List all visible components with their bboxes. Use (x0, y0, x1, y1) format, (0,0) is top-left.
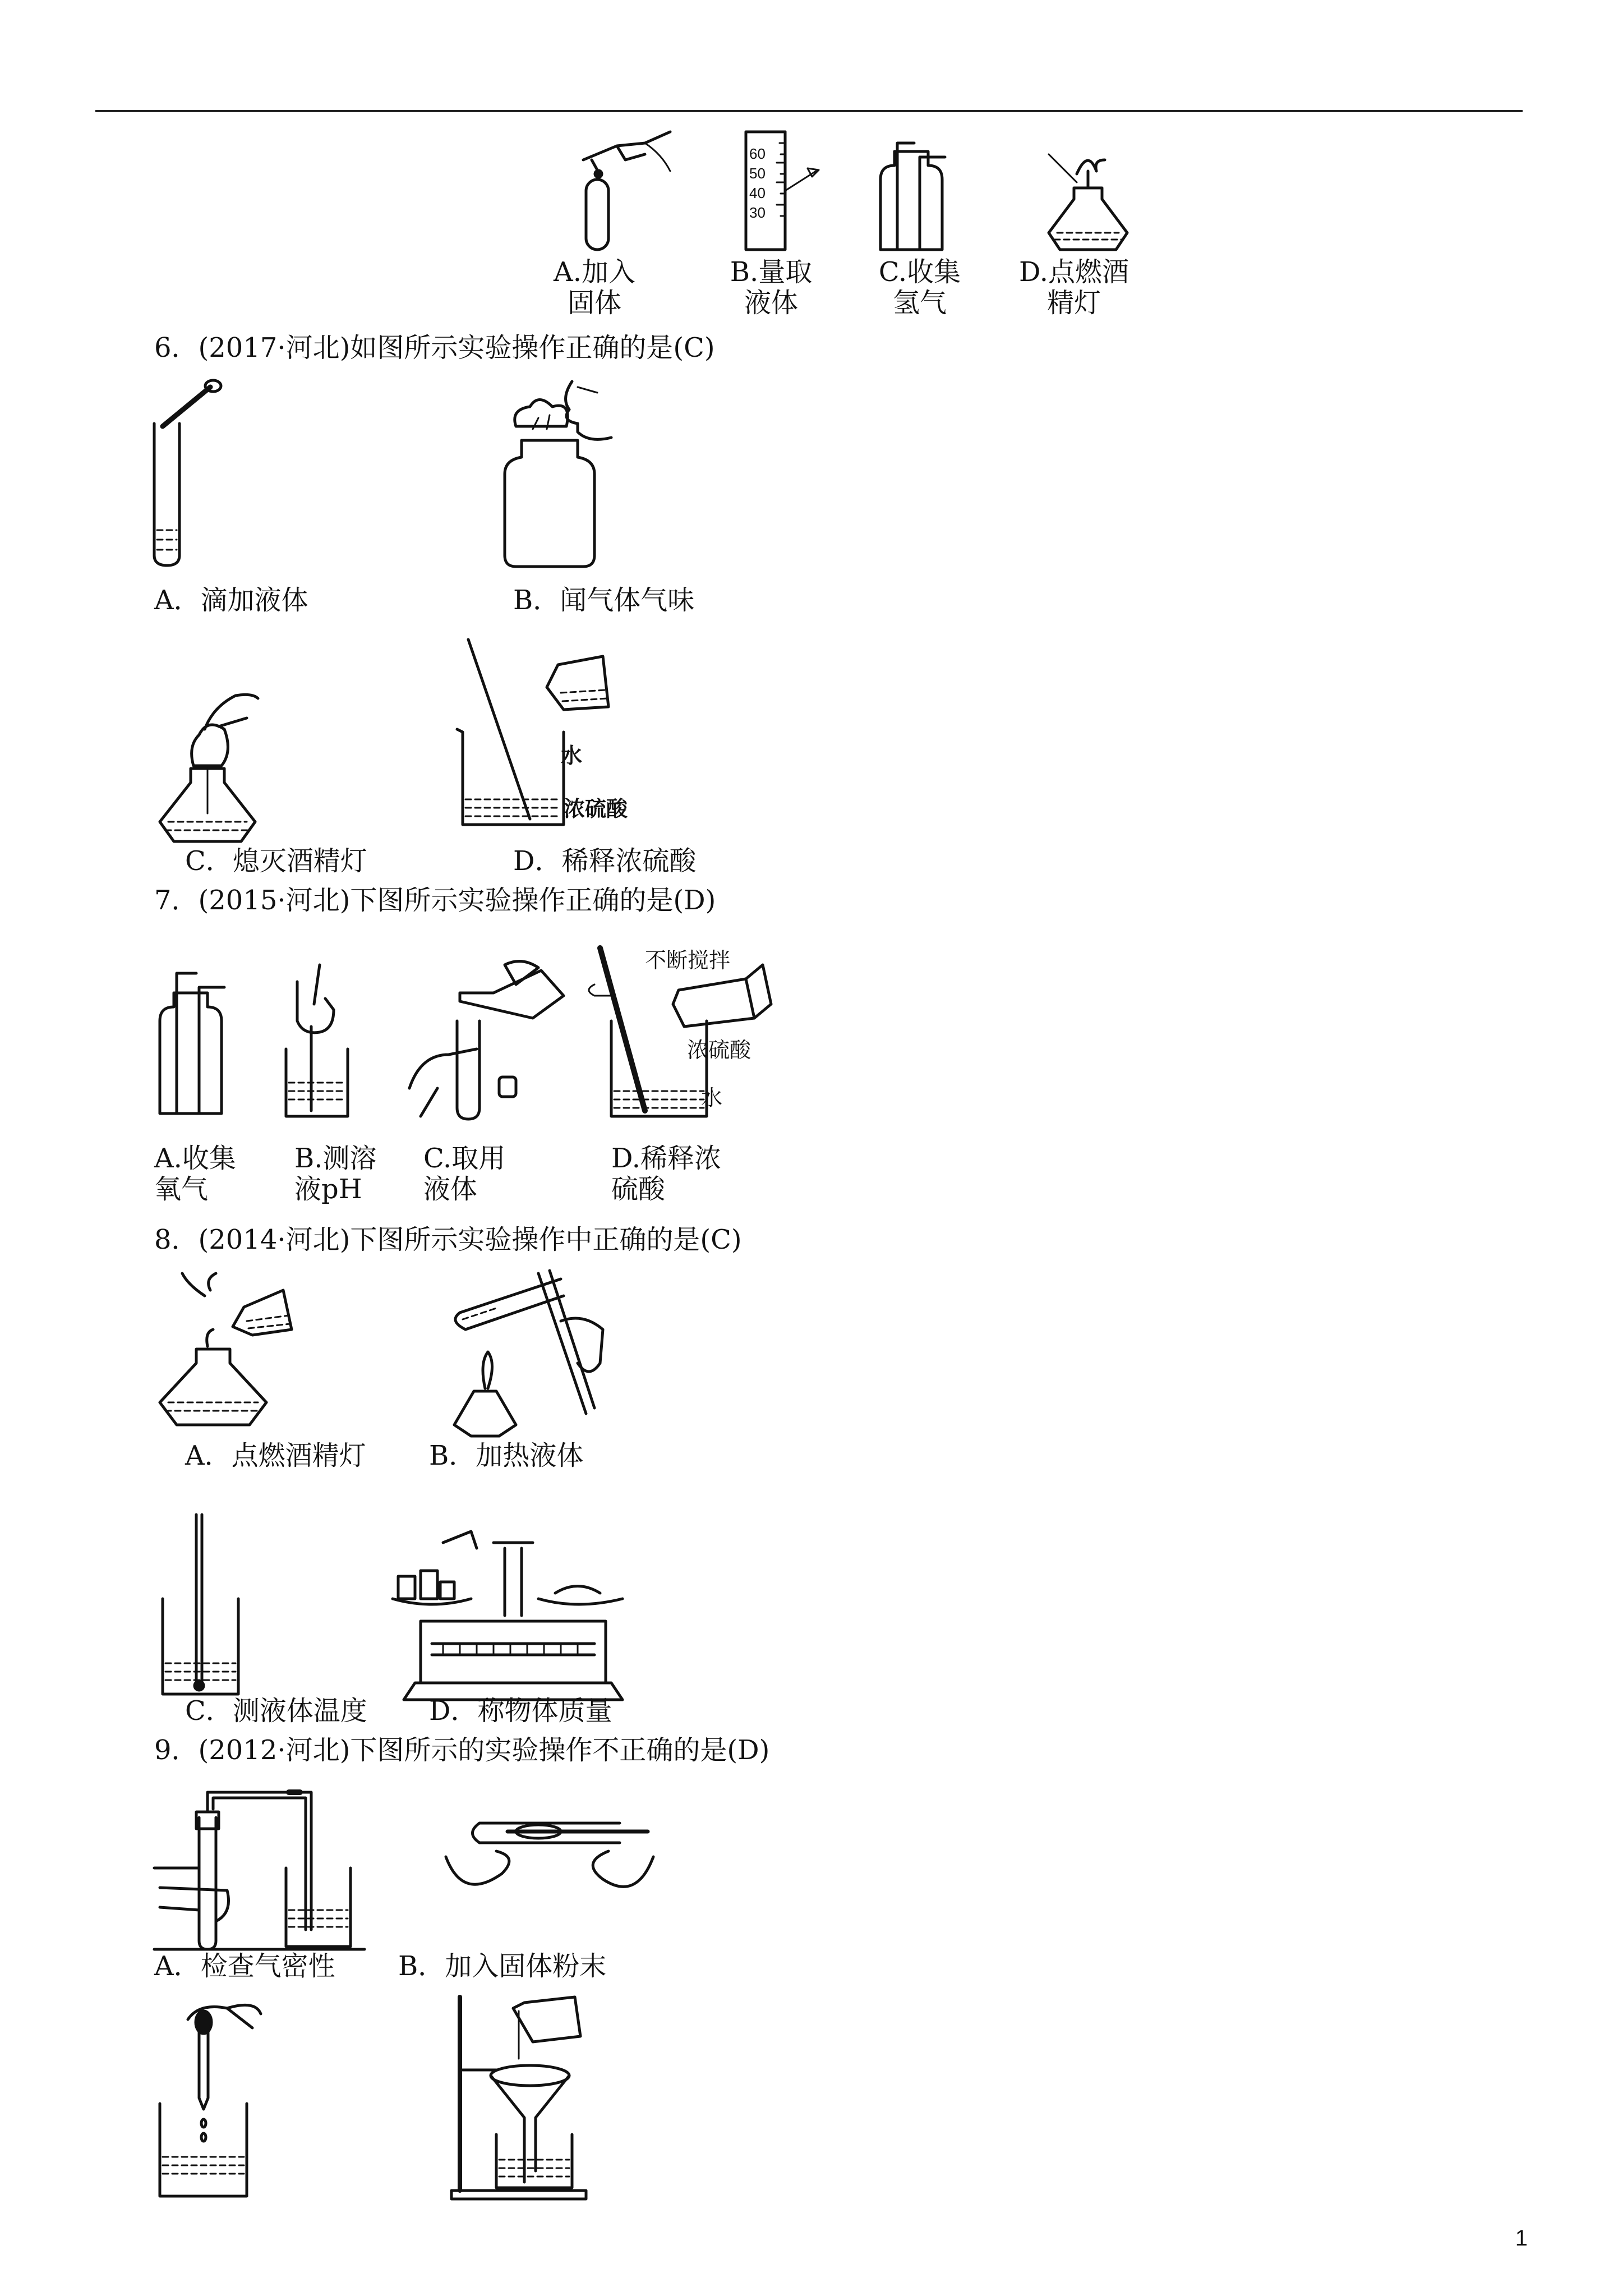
q5-option-c-line1: C.收集 (878, 256, 961, 288)
q5-figure-gas-bottle (875, 140, 953, 252)
q8-option-d: D．称物体质量 (429, 1695, 612, 1727)
q9-figure-b-add-powder (440, 1789, 659, 1918)
q7-option-b-line1: B.测溶 (294, 1143, 377, 1174)
q9-figure-c-dropper (154, 1997, 278, 2199)
q6-figure-c-extinguish (151, 673, 264, 841)
q9-option-b: B．加入固体粉末 (398, 1950, 607, 1982)
q7-option-c-line1: C.取用 (423, 1143, 506, 1174)
q8-figure-d-balance (387, 1531, 639, 1700)
q7-figure-a-gas-bottle (154, 970, 233, 1116)
q7-option-d-line2: 硫酸 (611, 1174, 666, 1205)
q7-option-c-line2: 液体 (423, 1174, 478, 1205)
q5-figure-alcohol-lamp (1043, 149, 1133, 250)
q8-option-a: A．点燃酒精灯 (185, 1440, 366, 1471)
q7-d-label-water: 水 (701, 1085, 723, 1110)
q6-d-label-water: 水 (561, 743, 583, 768)
q5-tick-60: 60 (749, 145, 766, 162)
q9-option-a: A．检查气密性 (154, 1950, 335, 1982)
q8-option-b: B．加热液体 (429, 1440, 584, 1471)
q7-figure-b-ph (280, 965, 359, 1122)
q5-tick-40: 40 (749, 185, 766, 201)
q7-option-a-line2: 氧气 (154, 1174, 209, 1205)
q7-option-b-line2: 液pH (294, 1174, 362, 1205)
q6-figure-b-smell (499, 376, 617, 567)
q5-tick-30: 30 (749, 204, 766, 221)
q6-option-a: A．滴加液体 (154, 585, 308, 616)
q5-tick-50: 50 (749, 165, 766, 182)
q5-option-d-line2: 精灯 (1046, 287, 1101, 319)
q6-option-c: C．熄灭酒精灯 (185, 845, 367, 877)
q7-figure-c-pour (404, 954, 566, 1122)
q5-option-a-line1: A.加入 (554, 256, 635, 288)
q8-figure-a-light-lamp (154, 1273, 300, 1425)
q6-option-d: D．稀释浓硫酸 (513, 845, 697, 877)
q5-figure-measure-liquid (740, 121, 841, 250)
q6-stem: 6．(2017·河北)如图所示实验操作正确的是(C) (154, 332, 715, 364)
q9-figure-d-filtration (446, 1997, 603, 2205)
q8-figure-c-thermometer (157, 1515, 247, 1700)
q5-option-b-line2: 液体 (744, 287, 798, 319)
q7-option-a-line1: A.收集 (154, 1143, 236, 1174)
q6-option-b: B．闻气体气味 (513, 585, 695, 616)
q6-d-label-acid: 浓硫酸 (564, 796, 628, 821)
q9-stem: 9．(2012·河北)下图所示的实验操作不正确的是(D) (154, 1734, 770, 1766)
q7-figure-d-dilute (583, 948, 774, 1122)
q5-figure-add-solid (572, 121, 684, 250)
q7-stem: 7．(2015·河北)下图所示实验操作正确的是(D) (154, 885, 716, 916)
q6-figure-a-dropper (151, 381, 230, 567)
q8-option-c: C．测液体温度 (185, 1695, 367, 1727)
q8-stem: 8．(2014·河北)下图所示实验操作中正确的是(C) (154, 1224, 742, 1255)
q7-d-label-acid: 浓硫酸 (687, 1038, 751, 1062)
q5-option-b-line1: B.量取 (730, 256, 813, 288)
q5-option-d-line1: D.点燃酒 (1018, 256, 1129, 288)
q8-figure-b-heat-liquid (449, 1268, 617, 1436)
q7-option-d-line1: D.稀释浓 (611, 1143, 722, 1174)
q5-option-c-line2: 氢气 (892, 287, 947, 319)
header-rule (95, 110, 1523, 112)
q7-d-label-stir: 不断搅拌 (645, 948, 731, 973)
q5-option-a-line2: 固体 (567, 287, 621, 319)
page-number: 1 (1515, 2226, 1528, 2251)
q9-figure-a-airtightness (154, 1784, 367, 1952)
